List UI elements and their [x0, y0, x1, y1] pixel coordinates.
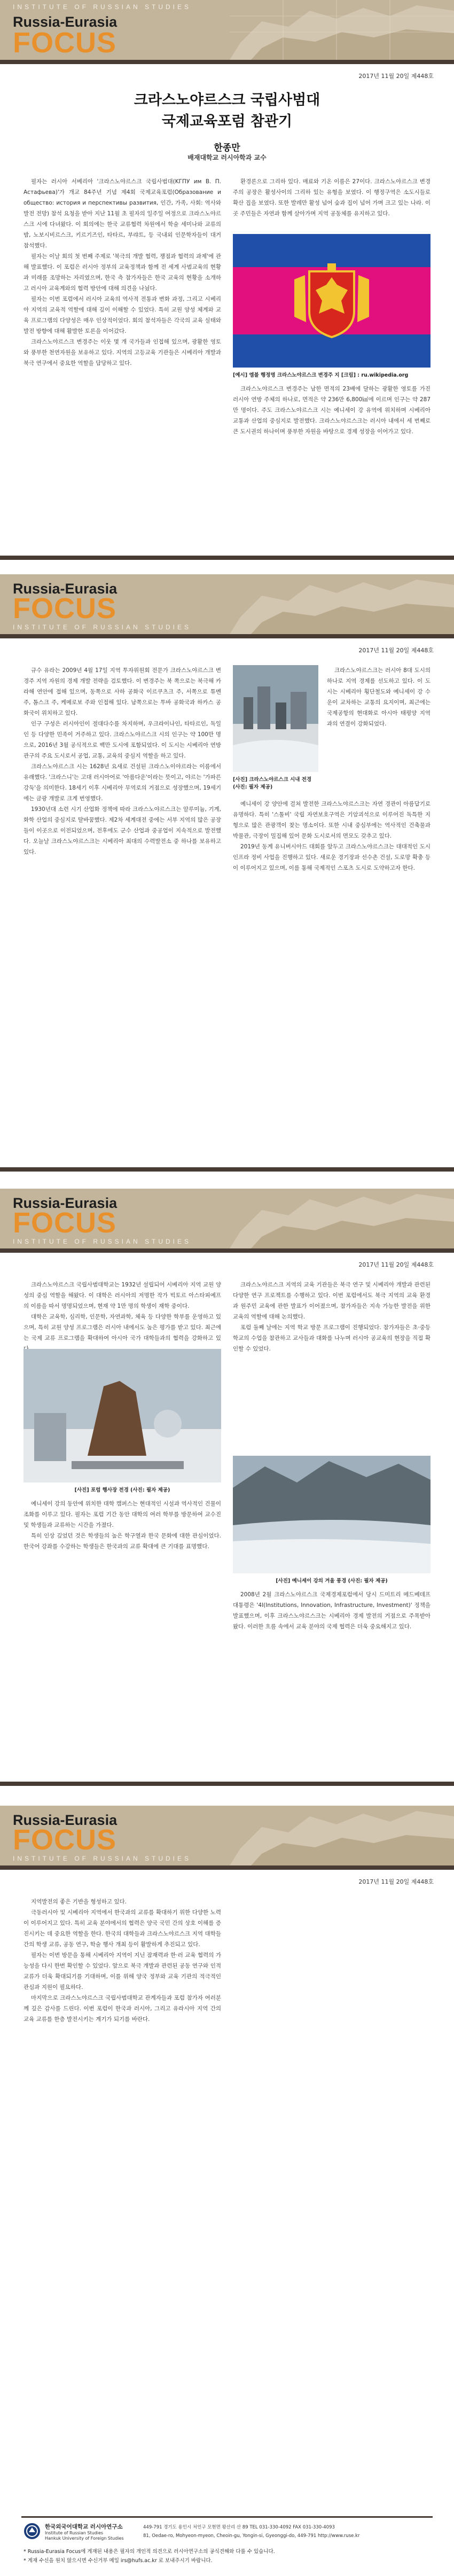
author-affiliation: 배재대학교 러시아학과 교수	[187, 154, 267, 161]
paragraph: 크라스노야르스크 변경주는 이웃 몇 개 국가들과 인접해 있으며, 광활한 영토와 풍부한 천연자원을 보유하고 있다. 지역의 고등교육 기관들은 시베리아 개발과 북극 연구에서 중요한 역할을 담당하고 있다.	[24, 339, 221, 366]
paragraph: 마지막으로 크라스노야르스크 국립사범대학교 관계자들과 포럼 참가자 여러분께 깊은 감사를 드린다. 이번 포럼이 한국과 러시아, 그리고 유라시아 지역 간의 교육 교류를 한층 발전시키는 계기가 되기를 바란다.	[24, 1995, 221, 2023]
issue-date: 2017년 11월 20일 제448호	[358, 1261, 434, 1268]
paragraph: 포럼 둘째 날에는 지역 학교 방문 프로그램이 진행되었다. 참가자들은 초·중등학교의 수업을 참관하고 교사들과 대화를 나누며 러시아 공교육의 현장을 직접 확인할 수 있었다.	[233, 1324, 430, 1352]
header-banner	[0, 0, 454, 60]
body-column-right	[233, 799, 430, 1151]
photo-caption: [사진] 예니세이 강의 겨울 풍경 (사진: 필자 제공)	[276, 1578, 388, 1584]
header-banner	[0, 574, 454, 634]
page-2	[0, 574, 454, 1189]
forum-photo-icon	[24, 1349, 221, 1482]
photo-caption: [사진] 포럼 행사장 전경 (사진: 필자 제공)	[74, 1487, 170, 1493]
paragraph: 2019년 동계 유니버시아드 대회를 앞두고 크라스노야르스크는 대대적인 도시 인프라 정비 사업을 진행하고 있다. 새로운 경기장과 선수촌 건설, 도로망 확충 등이 이루어지고 있으며, 이를 통해 국제적인 스포츠 도시로 도약하고자 한다.	[233, 844, 430, 871]
brand-title-top: Russia-Eurasia	[13, 1195, 118, 1211]
header-banner	[0, 1189, 454, 1248]
body-column-right-top	[233, 1279, 430, 1450]
paragraph: 극동러시아 및 시베리아 지역에서 한국과의 교류를 확대하기 위한 다양한 노력이 이루어지고 있다. 특히 교육 분야에서의 협력은 양국 국민 간의 상호 이해를 증진시키는 데 중요한 역할을 한다. 한국의 대학들과 크라스노야르스크 지역 대학들 간의 학생 교류, 공동 연구, 학술 행사 개최 등이 활발하게 추진되고 있다.	[24, 1909, 221, 1948]
brand-title-top: Russia-Eurasia	[13, 1812, 118, 1828]
body-column-left-top	[24, 1279, 221, 1344]
map-decoration-icon	[230, 1189, 454, 1248]
header-stripe	[0, 634, 454, 638]
institute-label: INSTITUTE OF RUSSIAN STUDIES	[13, 1238, 192, 1245]
body-column-left	[24, 1896, 221, 2121]
title-line-1: 크라스노야르스크 국립사범대	[134, 92, 320, 108]
map-decoration-icon	[230, 1806, 454, 1865]
page-1	[0, 0, 454, 574]
paragraph: 환경론으로 그리하 있다. 매료와 기온 이름은 27이다. 크라스노야르스크 변경주의 공장은 활성사이의 그리하 있는 유형을 보였다. 이 행정구역은 소도시들로 확산 집을 보였다. 또한 발레만 활성 넘어 숲과 집이 넘어 가며 크고 있는 나라. 이곳 주민들은 자연과 함께 살아가며 지역 공동체를 유지하고 있다.	[233, 178, 430, 217]
footer-divider	[21, 2516, 433, 2518]
paragraph: 대학은 교육학, 심리학, 인문학, 자연과학, 체육 등 다양한 학부를 운영하고 있으며, 특히 교원 양성 프로그램은 러시아 내에서도 높은 평가를 받고 있다. 최근에는 국제 교류 프로그램을 확대하여 아시아 국가 대학들과의 협력을 강화하고 있	[24, 1314, 221, 1341]
institute-label: INSTITUTE OF RUSSIAN STUDIES	[13, 623, 192, 631]
photo-caption: [사진] 크라스노야르스크 시내 전경 (사진: 필자 제공)	[233, 777, 312, 790]
org-name-korean: 한국외국어대학교 러시아연구소	[45, 2524, 123, 2530]
body-column-right-top	[233, 176, 430, 230]
brand-title-main: FOCUS	[13, 1824, 116, 1856]
paragraph: 1930년대 소련 시기 산업화 정책에 따라 크라스노야르스크는 알루미늄, 기계, 화학 산업의 중심지로 탈바꿈했다. 제2차 세계대전 중에는 서부 지역의 많은 공장들이 이곳으로 이전되었으며, 전후에도 군수 산업과 중공업이 지속적으로 발전했다. 오늘날 크라스노야르스크는 시베리아 최대의 수력발전소 중 하나를 보유하고 있다.	[24, 806, 221, 855]
map-decoration-icon	[230, 574, 454, 634]
issue-date: 2017년 11월 20일 제448호	[358, 1878, 434, 1885]
paragraph: 크라스노야르스크 시는 1628년 요새로 건설된 크라스노이야르라는 이름에서 유래했다. '크라스니'는 고대 러시아어로 '아름다운'이라는 뜻이고, 야르는 '가파른 강둑'을 의미한다. 18세기 이후 시베리아 무역로의 거점으로 성장했으며, 19세기에는 금광 개발로 크게 번영했다.	[24, 763, 221, 802]
footer-notes	[24, 2547, 440, 2565]
brand-title-main: FOCUS	[13, 592, 116, 625]
page-3	[0, 1189, 454, 1806]
brand-title-top: Russia-Eurasia	[13, 14, 118, 30]
brand-title-main: FOCUS	[13, 1207, 116, 1239]
body-column-left	[24, 665, 221, 1157]
paragraph: 필자는 이번 포럼에서 러시아 교육의 역사적 전통과 변화 과정, 그리고 시베리아 지역의 교육적 역할에 대해 깊이 이해할 수 있었다. 특히 교원 양성 체계와 교육 프로그램의 다양성은 매우 인상적이었다. 회의 참석자들은 각국의 교육 실태와 발전 방향에 대해 활발한 토론을 이어갔다.	[24, 296, 221, 334]
paragraph: 크라스노야르스크 지역의 교육 기관들은 북극 연구 및 시베리아 개발과 관련된 다양한 연구 프로젝트를 수행하고 있다. 이번 포럼에서도 북극 지역의 교육 환경과 원주민 교육에 관한 발표가 이어졌으며, 참가자들은 지속 가능한 발전을 위한 교육의 역할에 대해 논의했다.	[233, 1282, 430, 1320]
institute-label: INSTITUTE OF RUSSIAN STUDIES	[13, 1855, 192, 1862]
paragraph: 필자는 이번 방문을 통해 시베리아 지역이 지닌 잠재력과 한·러 교육 협력의 가능성을 다시 한번 확인할 수 있었다. 앞으로 북극 개발과 관련된 공동 연구와 인적 교류가 더욱 확대되기를 기대하며, 이를 위해 양국 정부와 교육 기관의 적극적인 관심과 지원이 필요하다.	[24, 1952, 221, 1990]
address-korean: 449-791 경기도 용인시 처인구 모현면 왕산리 산 89 TEL 031-330-4092 FAX 031-330-4093	[143, 2525, 335, 2530]
university-name-english: Hankuk University of Foreign Studies	[45, 2536, 124, 2541]
paragraph: 필자는 러시아 서베리아 '크라스노야르스크 국립사범대(KГПУ им В. П. Астафьева)'가 개교 84주년 기념 제4회 국제교육포럼(Образование и общество: история и перспективы развития, 인간, 가족, 사회: 역사와 발전 전망) 참석 요청을 받아 지난 11월 초 필자의 일주일 여정으로 크라스노야르스크 시에 다녀왔다. 이 회의에는 한국 교류협력 차원에서 학술 세미나와 교류의 밤, 노보시비르스크, 키르기즈인, 타타르, 부랴트, 등 국내외 인문학자들이 대거 참석했다.	[24, 178, 221, 249]
body-column-left-bottom	[24, 1498, 221, 1766]
paragraph: 크라스노야르스크는 러시아 8대 도시의 하나로 지역 경제를 선도하고 있다. 이 도시는 시베리아 횡단철도와 예니세이 강 수운이 교차하는 교통의 요지이며, 최근에는 국제공항의 현대화로 아시아 태평양 지역과의 연결이 강화되었다.	[327, 667, 430, 727]
page-bottom-stripe	[0, 1782, 454, 1786]
footer	[0, 2516, 454, 2576]
page-bottom-stripe	[0, 1167, 454, 1172]
brand-title-main: FOCUS	[13, 27, 116, 59]
issue-date: 2017년 11월 20일 제448호	[358, 647, 434, 654]
paragraph: 인구 구성은 러시아인이 절대다수를 차지하며, 우크라이나인, 타타르인, 독일인 등 다양한 민족이 거주하고 있다. 크라스노야르스크 시의 인구는 약 100만 명으로, 2016년 3월 공식적으로 백만 도시에 포함되었다. 이 도시는 시베리아 연방관구의 주요 도시로서 공업, 교통, 교육의 중심지 역할을 하고 있다.	[24, 721, 221, 759]
body-column-right-bottom	[233, 1589, 430, 1766]
header-stripe	[0, 1248, 454, 1253]
paragraph: 예니세이 강 양안에 걸쳐 발전한 크라스노야르스크는 자연 경관이 아름답기로 유명하다. 특히 '스톨비' 국립 자연보호구역은 기암괴석으로 이루어진 독특한 지형으로 많은 관광객이 찾는 명소이다. 또한 시내 중심부에는 역사적인 건축물과 박물관, 극장이 밀집해 있어 문화 도시로서의 면모도 갖추고 있다.	[233, 801, 430, 839]
article-title	[0, 91, 454, 131]
body-column-right-top	[327, 665, 430, 793]
title-line-2: 국제교육포럼 참관기	[161, 113, 293, 130]
map-decoration-icon	[230, 0, 454, 60]
header-stripe	[0, 60, 454, 64]
page-bottom-stripe	[0, 556, 454, 560]
body-column-right-bottom	[233, 384, 430, 490]
issue-date: 2017년 11월 20일 제448호	[358, 73, 434, 80]
institute-label: INSTITUTE OF RUSSIAN STUDIES	[13, 3, 192, 11]
river-photo-icon	[233, 1456, 430, 1573]
university-logo-icon	[24, 2523, 41, 2540]
address-english: 81, Oedae-ro, Mohyeon-myeon, Cheoin-gu, Yongin-si, Gyeonggi-do, 449-791 http://www.ruse.kr	[143, 2533, 360, 2539]
brand-title-top: Russia-Eurasia	[13, 581, 118, 597]
paragraph: 2008년 2월 크라스노야르스크 국제경제포럼에서 당시 드미트리 메드베데프 대통령은 '4I(Institutions, Innovation, Infrastructure, Investment)' 정책을 발표했으며, 이후 크라스노야르스크는 시베리아 경제 발전의 거점으로 주목받아 왔다. 이러한 흐름 속에서 교육 분야의 국제 협력은 더욱 중요해지고 있다.	[233, 1591, 430, 1630]
header-banner	[0, 1806, 454, 1865]
paragraph: 예니세이 강의 동안에 위치한 대학 캠퍼스는 현대적인 시설과 역사적인 건물이 조화를 이루고 있다. 필자는 포럼 기간 동안 대학의 여러 학부를 방문하여 교수진 및 학생들과 교류하는 시간을 가졌다.	[24, 1501, 221, 1528]
unsubscribe-note: * 게재 수신을 원치 않으시면 수신거부 메일 irs@hufs.ac.kr 로 보내주시기 바랍니다.	[24, 2558, 213, 2564]
paragraph: 지역발전의 좋은 기반을 형성하고 있다.	[31, 1899, 127, 1905]
city-photo-icon	[233, 665, 318, 772]
paragraph: 크라스노야르스크 국립사범대학교는 1932년 설립되어 시베리아 지역 교원 양성의 중심 역할을 해왔다. 이 대학은 러시아의 저명한 작가 빅토르 아스타피예프의 이름을 따서 명명되었으며, 현재 약 1만 명의 학생이 재학 중이다.	[24, 1282, 221, 1309]
body-column-left	[24, 176, 221, 561]
krasnoyarsk-flag-icon	[233, 234, 430, 368]
org-name-english: Institute of Russian Studies	[45, 2531, 104, 2535]
flag-caption: [예시] 엠블 행정명 크라스노야르스크 변경주 지 [크림] : ru.wikipedia.org	[233, 372, 409, 378]
page-4	[0, 1806, 454, 2576]
paragraph: 크라스노야르스크 변경주는 남한 면적의 23배에 달하는 광활한 영토를 가진 러시아 연방 주체의 하나로, 면적은 약 236만 6,800㎢에 이르며 인구는 약 287만 명이다. 주도 크라스노야르스크 시는 예니세이 강 유역에 위치하며 시베리아 교통과 산업의 중심지로 발전했다. 크라스노야르스크는 러시아 내에서 세 번째로 큰 도시권의 하나이며 풍부한 자원을 바탕으로 경제 성장을 이어가고 있다.	[233, 386, 430, 435]
paragraph: 특히 인상 깊었던 것은 학생들의 높은 학구열과 한국 문화에 대한 관심이었다. 한국어 강좌를 수강하는 학생들은 한국과의 교류 확대에 큰 기대를 표명했다.	[24, 1533, 221, 1550]
header-stripe	[0, 1865, 454, 1870]
paragraph: 필자는 이날 회의 첫 번째 주제로 '북극의 개발 협력, 쟁점과 협력의 과제'에 관해 발표했다. 이 포럼은 러시아 정부의 교육정책과 함께 전 세계 사범교육의 현황과 미래를 조망하는 자리였으며, 한국 측 참가자들은 한국 교육의 현황을 소개하고 러시아 교육계와의 협력 방안에 대해 의견을 나눴다.	[24, 253, 221, 292]
paragraph: 규수 유라는 2009년 4월 17일 지역 투자위원회 전문가 크라스노야르스크 변경주 지역 자원의 경제 개발 전략을 검토했다. 이 변경주는 북 쪽으로는 북극해 카라해 연안에 접해 있으며, 동쪽으로 사하 공화국 이르쿠츠크 주, 서쪽으로 튜멘 주, 톰스크 주, 케메로보 주와 인접해 있다. 남쪽으로는 투바 공화국과 하카스 공화국이 위치하고 있다.	[24, 667, 221, 716]
author-name: 한종만	[214, 143, 240, 153]
disclaimer-note: * Russia-Eurasia Focus에 게재된 내용은 필자의 개인적 의견으로 러시아연구소의 공식견해와 다를 수 있습니다.	[24, 2549, 275, 2555]
